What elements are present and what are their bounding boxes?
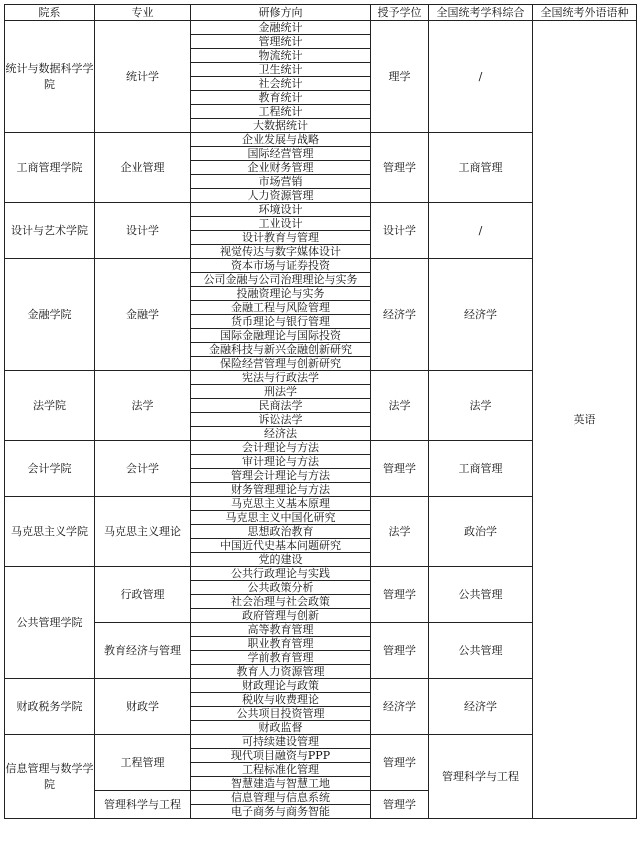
direction-item: 金融工程与风险管理 xyxy=(191,301,371,315)
major-name: 行政管理 xyxy=(95,567,191,623)
direction-item: 社会治理与社会政策 xyxy=(191,595,371,609)
major-name: 法学 xyxy=(95,371,191,441)
direction-item: 高等教育管理 xyxy=(191,623,371,637)
major-name: 教育经济与管理 xyxy=(95,623,191,679)
direction-item: 诉讼法学 xyxy=(191,413,371,427)
exam-subject: 经济学 xyxy=(429,679,533,735)
direction-item: 市场营销 xyxy=(191,175,371,189)
exam-subject: 公共管理 xyxy=(429,567,533,623)
degree-value: 理学 xyxy=(371,21,429,133)
header-college: 院系 xyxy=(5,5,95,21)
exam-subject: / xyxy=(429,21,533,133)
direction-item: 企业发展与战略 xyxy=(191,133,371,147)
direction-item: 民商法学 xyxy=(191,399,371,413)
direction-item: 信息管理与信息系统 xyxy=(191,791,371,805)
direction-item: 财政监督 xyxy=(191,721,371,735)
college-name: 工商管理学院 xyxy=(5,133,95,203)
direction-item: 卫生统计 xyxy=(191,63,371,77)
degree-value: 管理学 xyxy=(371,133,429,203)
direction-item: 国际经营管理 xyxy=(191,147,371,161)
direction-item: 智慧建造与智慧工地 xyxy=(191,777,371,791)
header-row xyxy=(5,5,637,21)
direction-item: 视觉传达与数字媒体设计 xyxy=(191,245,371,259)
college-name: 设计与艺术学院 xyxy=(5,203,95,259)
direction-item: 工程统计 xyxy=(191,105,371,119)
direction-item: 现代项目融资与PPP xyxy=(191,749,371,763)
direction-item: 管理会计理论与方法 xyxy=(191,469,371,483)
header-degree: 授予学位 xyxy=(371,5,429,21)
college-name: 统计与数据科学学院 xyxy=(5,21,95,133)
degree-value: 管理学 xyxy=(371,791,429,819)
major-name: 金融学 xyxy=(95,259,191,371)
degree-value: 管理学 xyxy=(371,567,429,623)
major-name: 会计学 xyxy=(95,441,191,497)
degree-value: 经济学 xyxy=(371,679,429,735)
direction-item: 投融资理论与实务 xyxy=(191,287,371,301)
direction-item: 社会统计 xyxy=(191,77,371,91)
major-name: 工程管理 xyxy=(95,735,191,791)
exam-subject: 管理科学与工程 xyxy=(429,735,533,819)
direction-item: 管理统计 xyxy=(191,35,371,49)
degree-value: 管理学 xyxy=(371,623,429,679)
header-direction: 研修方向 xyxy=(191,5,371,21)
exam-subject: 工商管理 xyxy=(429,441,533,497)
direction-item: 学前教育管理 xyxy=(191,651,371,665)
direction-item: 马克思主义中国化研究 xyxy=(191,511,371,525)
exam-subject: 经济学 xyxy=(429,259,533,371)
direction-item: 宪法与行政法学 xyxy=(191,371,371,385)
direction-item: 保险经营管理与创新研究 xyxy=(191,357,371,371)
direction-item: 资本市场与证券投资 xyxy=(191,259,371,273)
college-name: 公共管理学院 xyxy=(5,567,95,679)
major-name: 管理科学与工程 xyxy=(95,791,191,819)
direction-item: 大数据统计 xyxy=(191,119,371,133)
degree-value: 管理学 xyxy=(371,441,429,497)
degree-value: 法学 xyxy=(371,371,429,441)
direction-item: 人力资源管理 xyxy=(191,189,371,203)
direction-item: 税收与收费理论 xyxy=(191,693,371,707)
direction-item: 金融科技与新兴金融创新研究 xyxy=(191,343,371,357)
direction-item: 审计理论与方法 xyxy=(191,455,371,469)
header-major: 专业 xyxy=(95,5,191,21)
direction-item: 教育统计 xyxy=(191,91,371,105)
exam-subject: 工商管理 xyxy=(429,133,533,203)
direction-item: 思想政治教育 xyxy=(191,525,371,539)
direction-item: 党的建设 xyxy=(191,553,371,567)
direction-item: 教育人力资源管理 xyxy=(191,665,371,679)
direction-item: 刑法学 xyxy=(191,385,371,399)
college-name: 马克思主义学院 xyxy=(5,497,95,567)
exam-subject: 公共管理 xyxy=(429,623,533,679)
direction-item: 公共行政理论与实践 xyxy=(191,567,371,581)
direction-item: 工业设计 xyxy=(191,217,371,231)
major-name: 财政学 xyxy=(95,679,191,735)
direction-item: 金融统计 xyxy=(191,21,371,35)
degree-value: 设计学 xyxy=(371,203,429,259)
college-name: 金融学院 xyxy=(5,259,95,371)
direction-item: 公司金融与公司治理理论与实务 xyxy=(191,273,371,287)
major-name: 马克思主义理论 xyxy=(95,497,191,567)
college-name: 会计学院 xyxy=(5,441,95,497)
direction-item: 物流统计 xyxy=(191,49,371,63)
degree-value: 经济学 xyxy=(371,259,429,371)
exam-subject: 法学 xyxy=(429,371,533,441)
major-name: 设计学 xyxy=(95,203,191,259)
degree-value: 法学 xyxy=(371,497,429,567)
foreign-language: 英语 xyxy=(533,21,637,819)
direction-item: 设计教育与管理 xyxy=(191,231,371,245)
direction-item: 公共政策分析 xyxy=(191,581,371,595)
table-body xyxy=(5,21,637,819)
direction-item: 企业财务管理 xyxy=(191,161,371,175)
direction-item: 职业教育管理 xyxy=(191,637,371,651)
programs-table xyxy=(4,4,637,819)
header-exam: 全国统考学科综合 xyxy=(429,5,533,21)
direction-item: 电子商务与商务智能 xyxy=(191,805,371,819)
direction-item: 工程标准化管理 xyxy=(191,763,371,777)
college-name: 财政税务学院 xyxy=(5,679,95,735)
direction-item: 货币理论与银行管理 xyxy=(191,315,371,329)
college-name: 信息管理与数学学院 xyxy=(5,735,95,819)
direction-item: 马克思主义基本原理 xyxy=(191,497,371,511)
major-name: 统计学 xyxy=(95,21,191,133)
exam-subject: / xyxy=(429,203,533,259)
direction-item: 财政理论与政策 xyxy=(191,679,371,693)
college-name: 法学院 xyxy=(5,371,95,441)
direction-item: 中国近代史基本问题研究 xyxy=(191,539,371,553)
direction-item: 可持续建设管理 xyxy=(191,735,371,749)
exam-subject: 政治学 xyxy=(429,497,533,567)
table-row xyxy=(5,21,637,35)
direction-item: 会计理论与方法 xyxy=(191,441,371,455)
direction-item: 公共项目投资管理 xyxy=(191,707,371,721)
direction-item: 经济法 xyxy=(191,427,371,441)
header-language: 全国统考外语语种 xyxy=(533,5,637,21)
major-name: 企业管理 xyxy=(95,133,191,203)
degree-value: 管理学 xyxy=(371,735,429,791)
direction-item: 国际金融理论与国际投资 xyxy=(191,329,371,343)
direction-item: 政府管理与创新 xyxy=(191,609,371,623)
direction-item: 财务管理理论与方法 xyxy=(191,483,371,497)
direction-item: 环境设计 xyxy=(191,203,371,217)
